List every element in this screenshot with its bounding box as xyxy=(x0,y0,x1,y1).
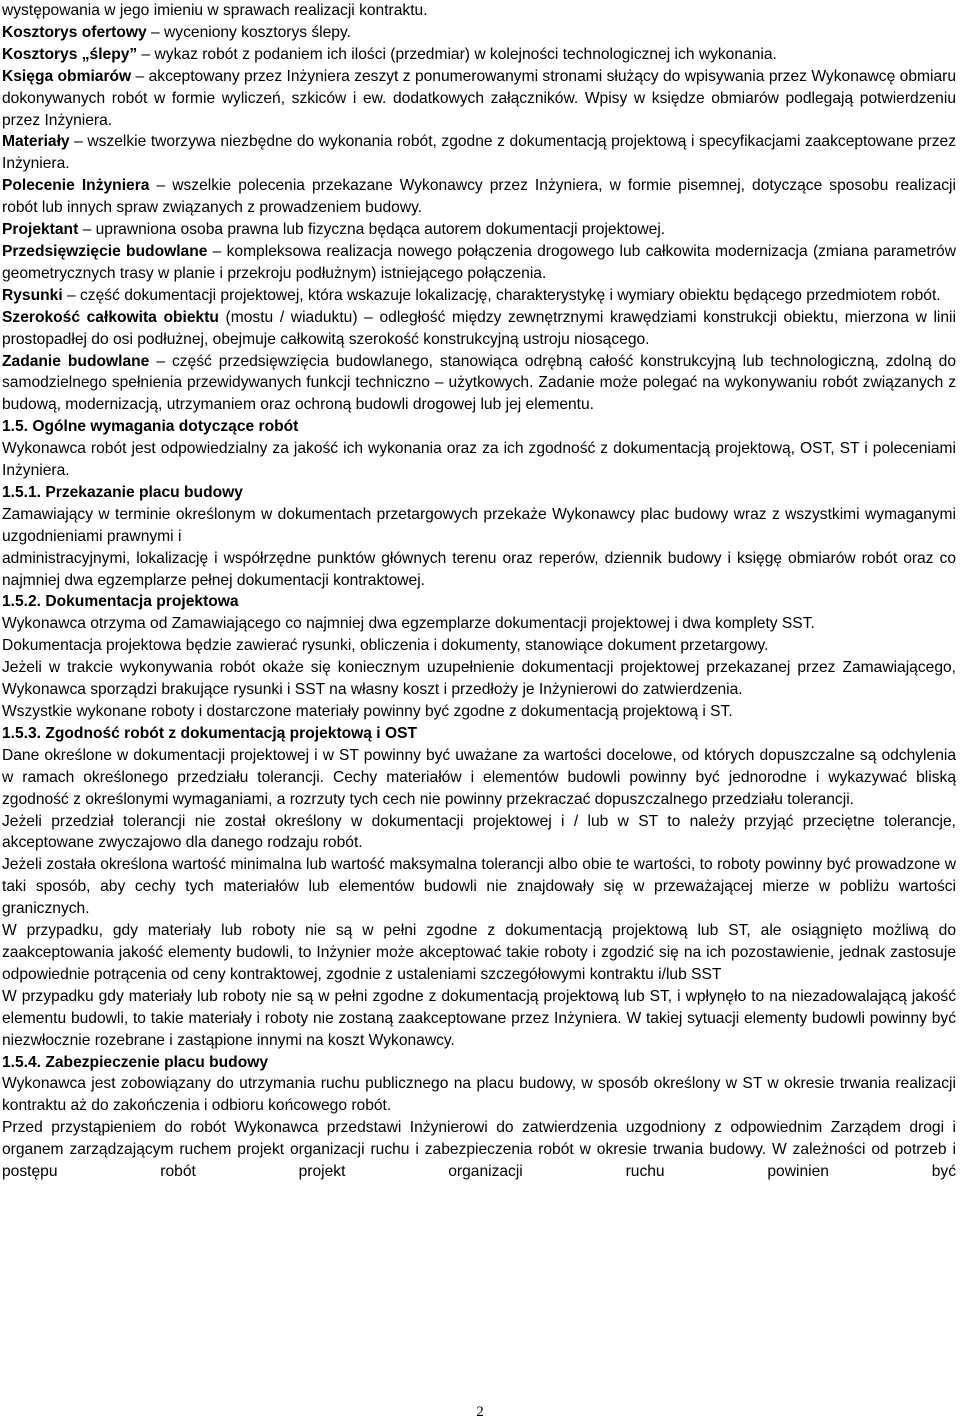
definition-przedsiewziecie-budowlane: Przedsięwzięcie budowlane – kompleksowa realizacja nowego połączenia drogowego lub całkowita modernizacja (zmiana parametrów geometrycznych trasy w planie i przekroju podłużnym) istniejącego połączenia. xyxy=(2,242,956,282)
definition-kosztorys-slepy: Kosztorys „ślepy” – wykaz robót z podaniem ich ilości (przedmiar) w kolejności technologicznej ich wykonania. xyxy=(2,45,777,63)
definition-term: Rysunki xyxy=(2,286,63,304)
definition-term: Księga obmiarów xyxy=(2,67,132,85)
definition-materialy: Materiały – wszelkie tworzywa niezbędne do wykonania robót, zgodne z dokumentacją projektową i specyfikacjami zaakceptowane przez Inżyniera. xyxy=(2,133,956,173)
section-heading-1-5-3: 1.5.3. Zgodność robót z dokumentacją projektową i OST xyxy=(2,724,418,742)
page-number: 2 xyxy=(476,1404,484,1420)
definition-term: Projektant xyxy=(2,221,79,239)
definition-term: Materiały xyxy=(2,133,70,151)
definition-rysunki: Rysunki – część dokumentacji projektowej, która wskazuje lokalizację, charakterystykę i wymiary obiektu będącego przedmiotem robót. xyxy=(2,286,941,304)
definition-ksiega-obmiarow: Księga obmiarów – akceptowany przez Inżyniera zeszyt z ponumerowanymi stronami służący do wpisywania przez Wykonawcę obmiaru dokonywanych robót w formie wyliczeń, szkiców i ew. dodatkowych załączników. Wpisy w księdze obmiarów podlegają potwierdzeniu przez Inżyniera. xyxy=(2,67,956,129)
definition-term: Przedsięwzięcie budowlane xyxy=(2,242,208,260)
section-paragraph: Przed przystąpieniem do robót Wykonawca przedstawi Inżynierowi do zatwierdzenia uzgodniony z odpowiednim Zarządem drogi i organem zarządzającym ruchem projekt organizacji ruchu i zabezpieczenia robót w okresie trwania budowy. W zależności od potrzeb i postępu robót projekt organizacji ruchu powinien być xyxy=(2,1119,956,1181)
section-paragraph: Jeżeli została określona wartość minimalna lub wartość maksymalna tolerancji albo obie te wartości, to roboty powinny być prowadzone w taki sposób, aby cechy tych materiałów lub elementów budowli nie znajdowały się w przeważającej mierze w pobliżu wartości granicznych. xyxy=(2,856,956,918)
section-heading-1-5-2: 1.5.2. Dokumentacja projektowa xyxy=(2,593,239,611)
definition-continuation: występowania w jego imieniu w sprawach realizacji kontraktu. xyxy=(2,2,428,19)
section-paragraph: administracyjnymi, lokalizację i współrzędne punktów głównych terenu oraz reperów, dziennik budowy i księgę obmiarów robót oraz co najmniej dwa egzemplarze pełnej dokumentacji kontraktowej. xyxy=(2,549,956,589)
section-paragraph: Jeżeli przedział tolerancji nie został określony w dokumentacji projektowej i / lub w ST to należy przyjąć przeciętne tolerancje, akceptowane zwyczajowo dla danego rodzaju robót. xyxy=(2,812,956,852)
section-paragraph: Wszystkie wykonane roboty i dostarczone materiały powinny być zgodne z dokumentacją projektową i ST. xyxy=(2,703,733,720)
section-heading-1-5: 1.5. Ogólne wymagania dotyczące robót xyxy=(2,418,299,436)
definition-term: Zadanie budowlane xyxy=(2,352,150,370)
section-paragraph: Wykonawca robót jest odpowiedzialny za jakość ich wykonania oraz za ich zgodność z dokumentacją projektową, OST, ST i poleceniami Inżyniera. xyxy=(2,440,956,480)
section-paragraph: Zamawiający w terminie określonym w dokumentach przetargowych przekaże Wykonawcy plac budowy wraz z wszystkimi wymaganymi uzgodnieniami prawnymi i xyxy=(2,505,956,545)
section-paragraph: Wykonawca otrzyma od Zamawiającego co najmniej dwa egzemplarze dokumentacji projektowej i dwa komplety SST. xyxy=(2,615,815,633)
definition-term: Kosztorys „ślepy” xyxy=(2,45,138,63)
document-page xyxy=(2,0,956,1183)
definition-szerokosc-calkowita: Szerokość całkowita obiektu (mostu / wiaduktu) – odległość między zewnętrznymi krawędziami konstrukcji obiektu, mierzona w linii prostopadłej do osi podłużnej, obejmuje całkowitą szerokość konstrukcyjną ustroju niosącego. xyxy=(2,308,956,348)
section-heading-1-5-1: 1.5.1. Przekazanie placu budowy xyxy=(2,483,243,501)
definition-projektant: Projektant – uprawniona osoba prawna lub fizyczna będąca autorem dokumentacji projektowej. xyxy=(2,221,666,239)
definition-kosztorys-ofertowy: Kosztorys ofertowy – wyceniony kosztorys ślepy. xyxy=(2,23,351,41)
section-paragraph: Dane określone w dokumentacji projektowej i w ST powinny być uważane za wartości docelowe, od których dopuszczalne są odchylenia w ramach określonego przedziału tolerancji. Cechy materiałów i elementów budowli powinny być jednorodne i wykazywać bliską zgodność z określonymi wymaganiami, a rozrzuty tych cech nie powinny przekraczać dopuszczalnego przedziału tolerancji. xyxy=(2,746,956,808)
section-paragraph: Wykonawca jest zobowiązany do utrzymania ruchu publicznego na placu budowy, w sposób określony w ST w okresie trwania realizacji kontraktu aż do zakończenia i odbioru końcowego robót. xyxy=(2,1075,956,1115)
section-paragraph: Dokumentacja projektowa będzie zawierać rysunki, obliczenia i dokumenty, stanowiące dokument przetargowy. xyxy=(2,637,769,655)
definition-polecenie-inzyniera: Polecenie Inżyniera – wszelkie polecenia przekazane Wykonawcy przez Inżyniera, w formie pisemnej, dotyczące sposobu realizacji robót lub innych spraw związanych z prowadzeniem budowy. xyxy=(2,177,956,217)
definitions-list xyxy=(2,0,956,416)
section-paragraph: W przypadku, gdy materiały lub roboty nie są w pełni zgodne z dokumentacją projektową lub ST, ale osiągnięto możliwą do zaakceptowania jakość elementy budowli, to Inżynier może akceptować takie roboty i zgodzić się na ich pozostawienie, jednak zastosuje odpowiednie potrącenia od ceny kontraktowej, zgodnie z ustaleniami szczegółowymi kontraktu i/lub SST xyxy=(2,922,956,983)
section-paragraph: W przypadku gdy materiały lub roboty nie są w pełni zgodne z dokumentacją projektową lub ST, i wpłynęło to na niezadowalającą jakość elementu budowli, to takie materiały i roboty nie zostaną zaakceptowane przez Inżyniera. W takiej sytuacji elementy budowli powinny być niezwłocznie rozebrane i zastąpione innymi na koszt Wykonawcy. xyxy=(2,987,956,1049)
definition-term: Szerokość całkowita obiektu xyxy=(2,308,219,326)
definition-term: Kosztorys ofertowy xyxy=(2,23,147,41)
definition-term: Polecenie Inżyniera xyxy=(2,177,150,195)
definition-zadanie-budowlane: Zadanie budowlane – część przedsięwzięcia budowlanego, stanowiąca odrębną całość konstrukcyjną lub technologiczną, zdolną do samodzielnego spełnienia przewidywanych funkcji techniczno – użytkowych. Zadanie może polegać na wykonywaniu robót związanych z budową, modernizacją, utrzymaniem oraz ochroną budowli drogowej lub jej elementu. xyxy=(2,352,956,414)
section-paragraph: Jeżeli w trakcie wykonywania robót okaże się koniecznym uzupełnienie dokumentacji projektowej przekazanej przez Zamawiającego, Wykonawca sporządzi brakujące rysunki i SST na własny koszt i przedłoży je Inżynierowi do zatwierdzenia. xyxy=(2,659,956,699)
section-heading-1-5-4: 1.5.4. Zabezpieczenie placu budowy xyxy=(2,1053,269,1071)
